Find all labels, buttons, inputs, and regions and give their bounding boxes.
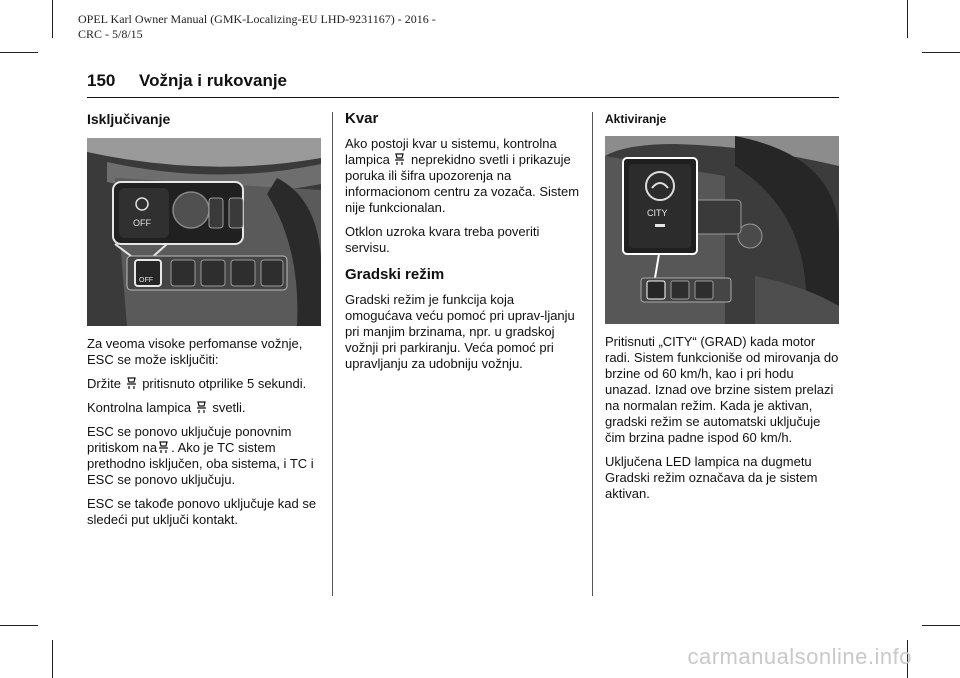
middle-column [345, 110, 581, 380]
esc-button-photo [87, 138, 321, 326]
crop-mark-top-left-v [52, 0, 53, 38]
photo-off-small-label: OFF [139, 277, 153, 284]
city-button-photo [605, 136, 839, 324]
right-para-2: Uključena LED lampica na dugmetu Gradski režim označava da je sistem aktivan. [605, 454, 818, 501]
esc-off-icon [394, 152, 405, 166]
page-number: 150 [87, 71, 116, 90]
esc-off-icon [126, 376, 137, 390]
crop-mark-top-right-h [922, 52, 960, 53]
header-line-1: OPEL Karl Owner Manual (GMK-Localizing-EU LHD-9231167) - 2016 - [78, 12, 436, 26]
section-title-iskljucivanje: Isključivanje [87, 111, 171, 127]
page-title: Vožnja i rukovanje [139, 71, 288, 90]
left-para-5: ESC se takođe ponovo uključuje kad se sledeći put uključi kontakt. [87, 496, 317, 527]
crop-mark-bottom-right-h [922, 625, 960, 626]
middle-para-1-start: Ako postoji kvar u sistemu, kontrolna lampica [345, 136, 557, 167]
column-divider-1 [332, 112, 333, 596]
left-para-2-end: pritisnuto otprilike 5 sekundi. [142, 376, 307, 391]
left-para-3 [87, 400, 321, 416]
right-column [605, 110, 839, 510]
section-title-aktiviranje: Aktiviranje [605, 112, 667, 126]
city-button-illustration [605, 136, 839, 324]
photo-off-label: OFF [133, 218, 151, 228]
watermark: carmanualsonline.info [687, 644, 912, 669]
left-para-3-start: Kontrolna lampica [87, 400, 192, 415]
esc-off-icon [196, 400, 207, 414]
crop-mark-bottom-left-h [0, 625, 38, 626]
heading-rule [87, 97, 839, 98]
header-line-2: CRC - 5/8/15 [78, 27, 143, 41]
esc-button-illustration [87, 138, 321, 326]
left-para-4 [87, 424, 321, 488]
middle-para-2: Otklon uzroka kvara treba poveriti servisu. [345, 224, 540, 255]
page-heading [87, 71, 287, 91]
left-para-2-start: Držite [87, 376, 121, 391]
left-para-1: Za veoma visoke perfomanse vožnje, ESC se može isključiti: [87, 336, 303, 367]
middle-para-3: Gradski režim je funkcija koja omogućava veću pomoć pri uprav-ljanju pri manjim brzinama, npr. u gradskoj vožnji pri parkiranju. Veća pomoć pri upravljanju za udobniju vožnju. [345, 292, 575, 371]
section-title-kvar: Kvar [345, 110, 379, 127]
document-header [78, 12, 436, 42]
crop-mark-top-right-v [907, 0, 908, 38]
crop-mark-top-left-h [0, 52, 38, 53]
left-para-4-end: . Ako je TC sistem prethodno isključen, oba sistema, i TC i ESC se ponovo uključuju. [87, 440, 314, 487]
esc-off-icon [158, 440, 169, 454]
column-divider-2 [592, 112, 593, 596]
left-para-2 [87, 376, 321, 392]
right-para-1: Pritisnuti „CITY“ (GRAD) kada motor radi. Sistem funkcioniše od mirovanja do brzine od 60 km/h, kao i pri hodu unazad. Iznad ove brzine sistem prelazi na normalan režim. Kada je aktivan, gradski režim se automatski uključuje čim brzina padne ispod 60 km/h. [605, 334, 839, 445]
section-title-gradski-rezim: Gradski režim [345, 266, 445, 283]
left-para-4-start: ESC se ponovo uključuje ponovnim pritiskom na [87, 424, 292, 455]
left-column [87, 110, 321, 536]
photo-city-label: CITY [647, 208, 668, 218]
left-para-3-end: svetli. [212, 400, 246, 415]
middle-para-1 [345, 136, 581, 216]
middle-para-1-end: neprekidno svetli i prikazuje poruka ili šifra upozorenja na informacionom centru za vozača. Sistem nije funkcionalan. [345, 152, 580, 215]
crop-mark-bottom-left-v [52, 640, 53, 678]
